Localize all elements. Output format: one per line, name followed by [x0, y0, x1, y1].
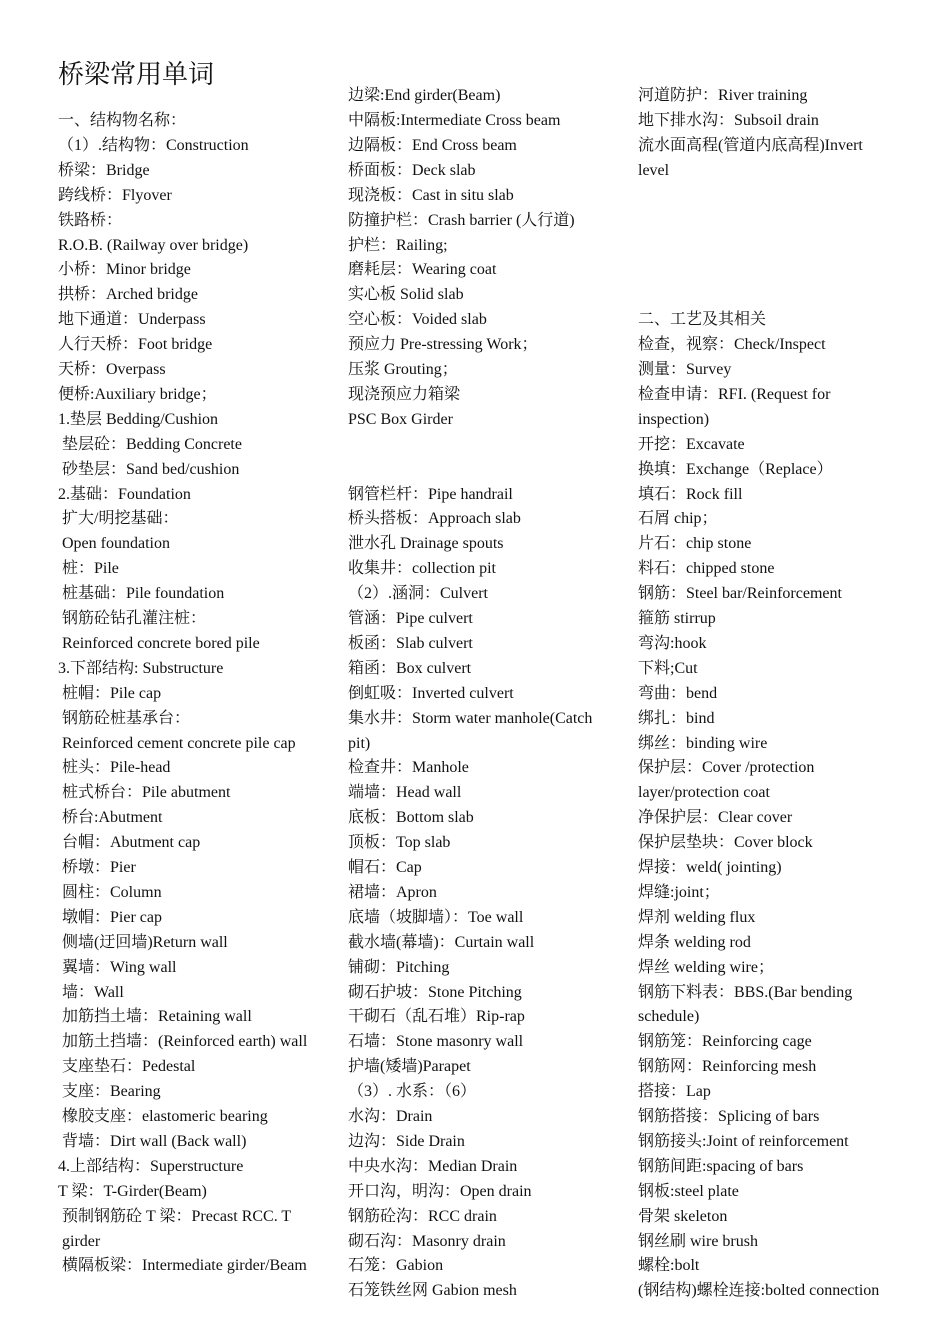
- vocab-line: 扩大/明挖基础：: [62, 510, 179, 528]
- vocab-line: 翼墙：Wing wall: [62, 958, 177, 976]
- vocab-line: 钢筋下料表：BBS.(Bar bending: [638, 983, 853, 1001]
- vocab-line: 桥墩：Pier: [62, 859, 136, 876]
- vocab-line: 钢筋接头:Joint of reinforcement: [638, 1132, 849, 1150]
- vocab-line: 小桥：Minor bridge: [58, 261, 191, 279]
- vocab-line: 地下排水沟：Subsoil drain: [638, 112, 819, 129]
- vocab-line: 人行天桥：Foot bridge: [58, 336, 213, 354]
- vocab-line: 钢丝刷 wire brush: [638, 1232, 758, 1250]
- vocab-line: 保护层垫块：Cover block: [638, 834, 813, 852]
- vocab-line: 片石：chip stone: [638, 535, 752, 553]
- vocab-line: 弯曲：bend: [638, 684, 718, 702]
- vocab-line: girder: [62, 1232, 101, 1250]
- vocab-line: 铺砌：Pitching: [348, 958, 450, 976]
- vocab-line: 钢筋笼：Reinforcing cage: [638, 1033, 812, 1051]
- vocab-line: 3.下部结构: Substructure: [58, 659, 224, 677]
- vocab-line: 钢筋砼桩基承台：: [62, 709, 191, 727]
- vocab-line: 边梁:End girder(Beam): [348, 87, 501, 105]
- vocab-line: 河道防护：River training: [638, 87, 808, 105]
- vocab-line: 铁路桥：: [58, 211, 123, 229]
- vocab-line: 二、工艺及其相关: [638, 311, 767, 329]
- vocab-line: （1）.结构物：Construction: [58, 136, 249, 154]
- vocab-line: 侧墙(迂回墙)Return wall: [62, 933, 228, 951]
- vocab-line: 桩式桥台：Pile abutment: [62, 784, 231, 802]
- vocab-line: 墙：Wall: [62, 983, 124, 1001]
- vocab-line: 现浇预应力箱梁: [348, 385, 461, 403]
- vocab-line: 桩头：Pile-head: [62, 759, 171, 777]
- vocab-line: 检查申请：RFI. (Request for: [638, 385, 831, 403]
- vocab-line: 干砌石（乱石堆）Rip-rap: [348, 1008, 525, 1026]
- vocab-line: 板函：Slab culvert: [348, 634, 473, 652]
- vocab-line: 天桥：Overpass: [58, 361, 166, 378]
- vocab-line: （3）. 水系：（6）: [348, 1083, 477, 1101]
- document-title: 桥梁常用单词: [58, 60, 215, 89]
- vocab-line: 绑扎：bind: [638, 709, 715, 727]
- vocab-line: 砌石沟：Masonry drain: [348, 1232, 506, 1250]
- vocab-line: 检查，视察：Check/Inspect: [638, 336, 826, 354]
- vocab-line: 1.垫层 Bedding/Cushion: [58, 410, 219, 428]
- vocab-line: 箱函：Box culvert: [348, 659, 472, 677]
- vocab-line: inspection): [638, 410, 710, 428]
- vocab-line: 开口沟，明沟：Open drain: [348, 1182, 532, 1200]
- vocab-line: 截水墙(幕墙)：Curtain wall: [348, 933, 535, 951]
- vocab-line: 垫层砼：Bedding Concrete: [62, 435, 242, 453]
- vocab-line: 中隔板:Intermediate Cross beam: [348, 112, 561, 129]
- vocab-line: schedule): [638, 1008, 700, 1026]
- vocab-line: 跨线桥：Flyover: [58, 186, 172, 204]
- vocab-line: 螺栓:bolt: [638, 1257, 700, 1275]
- vocab-line: 支座垫石：Pedestal: [62, 1058, 196, 1076]
- vocab-line: 护墙(矮墙)Parapet: [348, 1058, 471, 1076]
- vocab-line: 端墙：Head wall: [348, 784, 462, 802]
- vocab-line: 台帽：Abutment cap: [62, 834, 201, 852]
- vocab-line: 开挖：Excavate: [638, 435, 745, 453]
- vocab-line: 边沟：Side Drain: [348, 1132, 465, 1150]
- vocab-line: 实心板 Solid slab: [348, 286, 464, 304]
- vocab-line: 钢板:steel plate: [638, 1182, 739, 1200]
- vocab-line: 骨架 skeleton: [638, 1207, 728, 1225]
- vocab-line: 磨耗层：Wearing coat: [348, 261, 497, 279]
- vocab-line: 焊剂 welding flux: [638, 908, 756, 926]
- vocab-line: 石笼：Gabion: [348, 1257, 444, 1275]
- vocab-line: T 梁：T-Girder(Beam): [58, 1182, 207, 1200]
- vocab-line: 管涵：Pipe culvert: [348, 610, 473, 627]
- vocab-line: layer/protection coat: [638, 784, 770, 802]
- vocab-line: 钢筋：Steel bar/Reinforcement: [638, 585, 842, 603]
- vocab-line: PSC Box Girder: [348, 410, 453, 428]
- vocab-line: 拱桥：Arched bridge: [58, 286, 198, 304]
- vocab-line: 箍筋 stirrup: [638, 610, 716, 627]
- vocab-line: 帽石：Cap: [348, 859, 422, 876]
- vocab-line: Open foundation: [62, 535, 170, 553]
- vocab-line: 钢筋网：Reinforcing mesh: [638, 1058, 817, 1076]
- vocab-line: 裙墙：Apron: [348, 883, 437, 901]
- vocab-line: 料石：chipped stone: [638, 560, 775, 578]
- vocab-line: 焊条 welding rod: [638, 933, 751, 951]
- vocab-line: (钢结构)螺栓连接:bolted connection: [638, 1282, 880, 1300]
- vocab-line: 便桥:Auxiliary bridge；: [58, 385, 217, 403]
- vocab-line: 边隔板：End Cross beam: [348, 136, 517, 154]
- vocab-line: 换填：Exchange（Replace）: [638, 460, 833, 478]
- vocab-line: 钢筋砼钻孔灌注桩：: [62, 610, 207, 627]
- vocab-line: 钢筋砼沟：RCC drain: [348, 1207, 497, 1225]
- vocab-line: 砂垫层：Sand bed/cushion: [62, 460, 240, 478]
- vocab-line: 焊接：weld( jointing): [638, 859, 782, 876]
- vocab-line: 填石：Rock fill: [638, 485, 743, 503]
- vocab-line: 一、结构物名称：: [58, 112, 187, 129]
- vocab-line: 墩帽：Pier cap: [62, 908, 162, 926]
- vocab-line: 倒虹吸：Inverted culvert: [348, 684, 514, 702]
- vocab-line: 地下通道：Underpass: [58, 311, 206, 329]
- vocab-line: 护栏：Railing;: [348, 236, 448, 254]
- vocab-line: 预制钢筋砼 T 梁：Precast RCC. T: [62, 1207, 292, 1225]
- vocab-line: 砌石护坡：Stone Pitching: [348, 983, 522, 1001]
- vocab-line: 桩：Pile: [62, 560, 119, 578]
- vocab-line: 绑丝：binding wire: [638, 734, 768, 752]
- vocab-line: 桩帽：Pile cap: [62, 684, 162, 702]
- vocab-line: Reinforced cement concrete pile cap: [62, 734, 296, 752]
- vocab-line: 焊缝:joint；: [638, 883, 720, 901]
- vocab-line: 桩基础：Pile foundation: [62, 585, 225, 603]
- vocab-line: 横隔板梁：Intermediate girder/Beam: [62, 1257, 307, 1275]
- vocab-line: 下料;Cut: [638, 659, 698, 677]
- vocab-line: 桥梁：Bridge: [58, 161, 150, 179]
- vocab-line: 焊丝 welding wire；: [638, 958, 774, 976]
- vocab-line: 集水井：Storm water manhole(Catch: [348, 709, 593, 727]
- vocab-line: 石笼铁丝网 Gabion mesh: [348, 1282, 517, 1300]
- vocab-line: 压浆 Grouting；: [348, 361, 458, 378]
- vocab-line: 顶板：Top slab: [348, 834, 451, 852]
- vocab-line: 桥台:Abutment: [62, 809, 163, 827]
- vocab-line: 检查井：Manhole: [348, 759, 469, 777]
- vocab-line: 防撞护栏：Crash barrier (人行道): [348, 211, 575, 229]
- vocab-line: 中央水沟：Median Drain: [348, 1157, 518, 1175]
- vocab-line: 测量：Survey: [638, 361, 732, 378]
- vocab-line: 泄水孔 Drainage spouts: [348, 535, 504, 553]
- vocab-line: 底墙（坡脚墙）：Toe wall: [348, 908, 524, 926]
- vocab-line: 弯沟:hook: [638, 634, 707, 652]
- vocab-line: 2.基础：Foundation: [58, 485, 191, 503]
- vocab-line: R.O.B. (Railway over bridge): [58, 236, 249, 254]
- vocab-line: 搭接：Lap: [638, 1083, 711, 1101]
- vocab-line: 水沟：Drain: [348, 1108, 433, 1125]
- vocab-line: 支座：Bearing: [62, 1083, 161, 1101]
- vocab-line: 预应力 Pre-stressing Work；: [348, 336, 538, 354]
- vocab-line: 橡胶支座：elastomeric bearing: [62, 1108, 268, 1125]
- vocab-line: 4.上部结构：Superstructure: [58, 1157, 244, 1175]
- vocab-line: 背墙：Dirt wall (Back wall): [62, 1132, 247, 1150]
- vocab-line: 桥头搭板：Approach slab: [348, 510, 521, 528]
- vocab-line: （2）.涵洞：Culvert: [348, 585, 488, 603]
- vocab-line: 加筋挡土墙：Retaining wall: [62, 1008, 252, 1026]
- vocab-line: 底板：Bottom slab: [348, 809, 474, 827]
- vocab-line: 现浇板：Cast in situ slab: [348, 186, 514, 204]
- vocab-line: Reinforced concrete bored pile: [62, 634, 260, 652]
- vocab-line: 桥面板：Deck slab: [348, 161, 476, 179]
- vocab-line: 圆柱：Column: [62, 883, 162, 901]
- vocab-line: pit): [348, 734, 371, 752]
- vocab-line: 石屑 chip；: [638, 510, 718, 528]
- vocab-line: 收集井：collection pit: [348, 560, 496, 578]
- vocab-line: 钢筋间距:spacing of bars: [638, 1157, 804, 1175]
- vocab-line: 净保护层：Clear cover: [638, 809, 793, 827]
- vocab-line: 流水面高程(管道内底高程)Invert: [638, 136, 863, 154]
- vocab-line: 钢管栏杆：Pipe handrail: [348, 485, 513, 503]
- vocab-line: 钢筋搭接：Splicing of bars: [638, 1108, 820, 1125]
- vocab-line: 加筋土挡墙：(Reinforced earth) wall: [62, 1033, 308, 1051]
- vocab-line: 空心板：Voided slab: [348, 311, 487, 329]
- vocab-line: level: [638, 161, 670, 179]
- vocab-line: 保护层：Cover /protection: [638, 759, 815, 777]
- vocab-line: 石墙：Stone masonry wall: [348, 1033, 524, 1051]
